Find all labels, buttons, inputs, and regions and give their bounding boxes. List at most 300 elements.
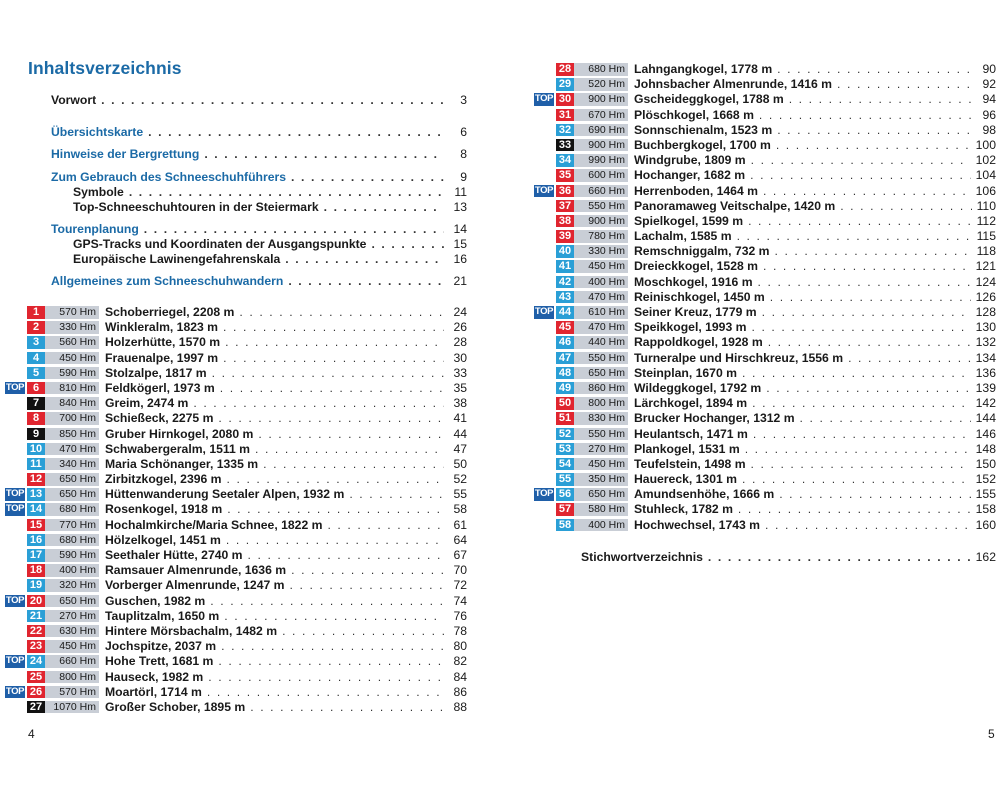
tour-row[interactable]: [5, 548, 467, 563]
tour-entry: [105, 563, 467, 578]
leader-dots: [349, 487, 444, 502]
tour-row[interactable]: [5, 396, 467, 411]
tour-name: Gscheideggkogel, 1788 m: [634, 92, 784, 107]
leader-dots: [288, 274, 444, 289]
tour-row[interactable]: [534, 518, 996, 533]
leader-dots: [239, 305, 444, 320]
tour-entry: [105, 396, 467, 411]
elevation-gain: 600 Hm: [574, 169, 628, 182]
tour-number-badge: 10: [27, 443, 45, 456]
tour-name: Maria Schönanger, 1335 m: [105, 456, 259, 471]
tour-name: Hintere Mörsbachalm, 1482 m: [105, 623, 278, 638]
tour-number-badge: 16: [27, 534, 45, 547]
tour-page: 152: [975, 472, 996, 487]
tour-number-badge: 36: [556, 185, 574, 198]
toc-entry[interactable]: [51, 200, 467, 215]
tour-entry: [105, 305, 467, 320]
tour-name: Feldkögerl, 1973 m: [105, 380, 215, 395]
tour-row[interactable]: [534, 396, 996, 411]
tour-row[interactable]: [534, 442, 996, 457]
tour-entry: [634, 199, 996, 214]
tour-page: 30: [453, 350, 467, 365]
tour-number-badge: 11: [27, 458, 45, 471]
elevation-gain: 650 Hm: [45, 473, 99, 486]
tour-row[interactable]: [534, 138, 996, 153]
leader-dots: [263, 457, 444, 472]
elevation-gain: 350 Hm: [574, 473, 628, 486]
tour-entry: [105, 472, 467, 487]
tour-page: 55: [453, 487, 467, 502]
tour-list-right: [534, 62, 996, 533]
tour-row[interactable]: [534, 168, 996, 183]
tour-name: Steinplan, 1670 m: [634, 365, 737, 380]
tour-entry: [105, 335, 467, 350]
leader-dots: [774, 244, 971, 259]
tour-row[interactable]: [534, 457, 996, 472]
tour-row[interactable]: [5, 487, 467, 502]
tour-entry: [634, 108, 996, 123]
tour-entry: [634, 381, 996, 396]
leader-dots: [770, 290, 971, 305]
leader-dots: [218, 654, 444, 669]
tour-row[interactable]: [534, 487, 996, 502]
tour-row[interactable]: [534, 199, 996, 214]
elevation-gain: 680 Hm: [45, 534, 99, 547]
leader-dots: [224, 609, 444, 624]
leader-dots: [762, 305, 971, 320]
elevation-gain: 570 Hm: [45, 686, 99, 699]
tour-number-badge: 50: [556, 397, 574, 410]
tour-row[interactable]: [534, 108, 996, 123]
tour-page: 90: [982, 62, 996, 76]
leader-dots: [250, 700, 444, 715]
tour-name: Zirbitzkogel, 2396 m: [105, 472, 222, 487]
tour-entry: [634, 518, 996, 533]
right-page: [500, 0, 1000, 800]
leader-dots: [708, 550, 971, 565]
tour-name: Hüttenwanderung Seetaler Alpen, 1932 m: [105, 487, 345, 502]
tour-row[interactable]: [534, 77, 996, 92]
tour-row[interactable]: [5, 381, 467, 396]
elevation-gain: 850 Hm: [45, 428, 99, 441]
tour-row[interactable]: [534, 472, 996, 487]
tour-number-badge: 9: [27, 428, 45, 441]
tour-number-badge: 19: [27, 579, 45, 592]
leader-dots: [768, 335, 971, 350]
elevation-gain: 470 Hm: [45, 443, 99, 456]
tour-page: 52: [453, 472, 467, 487]
tour-row[interactable]: [5, 578, 467, 593]
leader-dots: [101, 93, 444, 108]
tour-number-badge: 13: [27, 488, 45, 501]
tour-row[interactable]: [534, 366, 996, 381]
tour-name: Winkleralm, 1823 m: [105, 320, 219, 335]
elevation-gain: 860 Hm: [574, 382, 628, 395]
elevation-gain: 660 Hm: [45, 655, 99, 668]
tour-number-badge: 14: [27, 503, 45, 516]
tour-entry: [634, 427, 996, 442]
tour-name: Lahngangkogel, 1778 m: [634, 62, 773, 76]
tour-page: 33: [453, 365, 467, 380]
tour-number-badge: 49: [556, 382, 574, 395]
leader-dots: [752, 396, 971, 411]
tour-number-badge: 57: [556, 503, 574, 516]
tour-entry: [634, 472, 996, 487]
tour-number-badge: 30: [556, 93, 574, 106]
tour-name: Greim, 2474 m: [105, 396, 189, 411]
tour-row[interactable]: [534, 62, 996, 77]
tour-name: Reinischkogel, 1450 m: [634, 289, 765, 304]
tour-row[interactable]: [5, 609, 467, 624]
tour-entry: [105, 548, 467, 563]
tour-name: Ramsauer Almenrunde, 1636 m: [105, 563, 287, 578]
tour-page: 132: [975, 335, 996, 350]
tour-row[interactable]: [5, 639, 467, 654]
elevation-gain: 650 Hm: [574, 488, 628, 501]
tour-entry: [105, 533, 467, 548]
tour-row[interactable]: [534, 335, 996, 350]
toc-entry[interactable]: [51, 222, 467, 237]
tour-number-badge: 22: [27, 625, 45, 638]
tour-page: 115: [976, 229, 996, 244]
tour-number-badge: 6: [27, 382, 45, 395]
elevation-gain: 400 Hm: [574, 519, 628, 532]
tour-page: 38: [453, 396, 467, 411]
toc-entry-title: Top-Schneeschuhtouren in der Steiermark: [73, 200, 319, 214]
tour-page: 82: [453, 654, 467, 669]
elevation-gain: 700 Hm: [45, 412, 99, 425]
elevation-gain: 690 Hm: [574, 124, 628, 137]
tour-row[interactable]: [5, 624, 467, 639]
leader-dots: [742, 366, 971, 381]
tour-row[interactable]: [5, 533, 467, 548]
leader-dots: [837, 77, 973, 92]
toc-entry-title: Zum Gebrauch des Schneeschuhführers: [51, 170, 287, 184]
tour-row[interactable]: [5, 502, 467, 517]
leader-dots: [207, 685, 444, 700]
tour-number-badge: 7: [27, 397, 45, 410]
leader-dots: [751, 320, 970, 335]
toc-entry[interactable]: [51, 274, 467, 289]
tour-row[interactable]: [534, 502, 996, 517]
tour-row[interactable]: [5, 366, 467, 381]
tour-entry: [634, 229, 996, 244]
tour-row[interactable]: [534, 290, 996, 305]
toc-entry-title: Tourenplanung: [51, 222, 139, 236]
tour-entry: [634, 214, 996, 229]
toc-entry[interactable]: [51, 147, 467, 162]
tour-name: Plöschkogel, 1668 m: [634, 107, 754, 122]
tour-row[interactable]: [5, 335, 467, 350]
toc-entry-page: 11: [454, 185, 467, 199]
tour-row[interactable]: [534, 153, 996, 168]
tour-page: 78: [453, 623, 467, 638]
elevation-gain: 450 Hm: [574, 260, 628, 273]
tour-number-badge: 56: [556, 488, 574, 501]
leader-dots: [204, 147, 444, 162]
elevation-gain: 650 Hm: [45, 488, 99, 501]
tour-page: 44: [453, 426, 467, 441]
tour-page: 41: [453, 411, 467, 426]
tour-page: 86: [453, 684, 467, 699]
page-number-right: 5: [988, 727, 995, 741]
tour-page: 80: [453, 639, 467, 654]
leader-dots: [220, 381, 444, 396]
tour-page: 28: [453, 335, 467, 350]
tour-row[interactable]: [534, 92, 996, 107]
elevation-gain: 450 Hm: [45, 640, 99, 653]
tour-entry: [105, 624, 467, 639]
leader-dots: [779, 487, 970, 502]
tour-entry: [105, 427, 467, 442]
leader-dots: [226, 533, 444, 548]
toc-entry[interactable]: [51, 237, 467, 252]
tour-row[interactable]: [5, 457, 467, 472]
toc-entry-title: GPS-Tracks und Koordinaten der Ausgangspunkte: [73, 237, 367, 251]
tour-name: Rosenkogel, 1918 m: [105, 502, 223, 517]
tour-entry: [634, 442, 996, 457]
tour-name: Dreieckkogel, 1528 m: [634, 259, 758, 274]
tour-entry: [105, 685, 467, 700]
tour-name: Hohe Trett, 1681 m: [105, 654, 214, 669]
elevation-gain: 270 Hm: [45, 610, 99, 623]
leader-dots: [750, 168, 971, 183]
tour-entry: [634, 487, 996, 502]
tour-name: Herrenboden, 1464 m: [634, 183, 758, 198]
toc-entry-page: 15: [453, 237, 467, 251]
tour-number-badge: 4: [27, 352, 45, 365]
tour-number-badge: 42: [556, 276, 574, 289]
elevation-gain: 840 Hm: [45, 397, 99, 410]
leader-dots: [751, 153, 971, 168]
elevation-gain: 800 Hm: [45, 671, 99, 684]
elevation-gain: 450 Hm: [574, 458, 628, 471]
elevation-gain: 610 Hm: [574, 306, 628, 319]
elevation-gain: 590 Hm: [45, 549, 99, 562]
tour-name: Hauereck, 1301 m: [634, 472, 737, 487]
toc-entry[interactable]: [51, 125, 467, 140]
tour-number-badge: 44: [556, 306, 574, 319]
elevation-gain: 330 Hm: [45, 321, 99, 334]
tour-row[interactable]: [5, 654, 467, 669]
tour-row[interactable]: [534, 351, 996, 366]
tour-name: Frauenalpe, 1997 m: [105, 350, 219, 365]
tour-row[interactable]: [534, 214, 996, 229]
tour-page: 24: [453, 305, 467, 319]
tour-name: Hochwechsel, 1743 m: [634, 517, 760, 532]
tour-name: Hauseck, 1982 m: [105, 669, 204, 684]
tour-row[interactable]: [534, 427, 996, 442]
leader-dots: [763, 259, 971, 274]
tour-page: 155: [975, 487, 996, 502]
tour-entry: [634, 92, 996, 107]
tour-entry: [105, 381, 467, 396]
tour-entry: [634, 335, 996, 350]
leader-dots: [193, 396, 444, 411]
leader-dots: [753, 427, 971, 442]
tour-entry: [634, 62, 996, 77]
tour-entry: [634, 366, 996, 381]
elevation-gain: 800 Hm: [574, 397, 628, 410]
tour-number-badge: 20: [27, 595, 45, 608]
tour-row[interactable]: [534, 275, 996, 290]
tour-entry: [634, 138, 996, 153]
elevation-gain: 550 Hm: [574, 352, 628, 365]
leader-dots: [248, 548, 444, 563]
top-tour-badge: TOP: [5, 503, 25, 515]
elevation-gain: 340 Hm: [45, 458, 99, 471]
tour-number-badge: 55: [556, 473, 574, 486]
tour-entry: [634, 411, 996, 426]
tour-page: 124: [975, 274, 996, 289]
tour-number-badge: 41: [556, 260, 574, 273]
toc-entry[interactable]: [51, 170, 467, 185]
tour-row[interactable]: [5, 518, 467, 533]
tour-row[interactable]: [5, 594, 467, 609]
tour-row[interactable]: [534, 259, 996, 274]
leader-dots: [212, 366, 444, 381]
tour-entry: [634, 184, 996, 199]
tour-row[interactable]: [534, 123, 996, 138]
tour-row[interactable]: [5, 472, 467, 487]
tour-row[interactable]: [5, 563, 467, 578]
leader-dots: [144, 222, 444, 237]
tour-page: 92: [982, 77, 996, 92]
tour-page: 74: [453, 593, 467, 608]
tour-row[interactable]: [5, 320, 467, 335]
tour-row[interactable]: [534, 184, 996, 199]
tour-row[interactable]: [5, 442, 467, 457]
tour-page: 50: [453, 456, 467, 471]
tour-number-badge: 46: [556, 336, 574, 349]
leader-dots: [129, 185, 444, 200]
tour-number-badge: 23: [27, 640, 45, 653]
tour-number-badge: 28: [556, 63, 574, 76]
tour-name: Holzerhütte, 1570 m: [105, 335, 221, 350]
tour-row[interactable]: [534, 381, 996, 396]
tour-entry: [634, 320, 996, 335]
elevation-gain: 590 Hm: [45, 367, 99, 380]
elevation-gain: 660 Hm: [574, 185, 628, 198]
toc-entry[interactable]: [51, 185, 467, 200]
tour-page: 67: [453, 548, 467, 562]
tour-row[interactable]: [5, 427, 467, 442]
tour-number-badge: 18: [27, 564, 45, 577]
elevation-gain: 520 Hm: [574, 78, 628, 91]
tour-name: Amundsenhöhe, 1666 m: [634, 487, 775, 502]
tour-number-badge: 12: [27, 473, 45, 486]
tour-name: Lachalm, 1585 m: [634, 229, 732, 244]
tour-page: 35: [453, 380, 467, 395]
leader-dots: [291, 563, 444, 578]
leader-dots: [766, 381, 970, 396]
leader-dots: [218, 411, 444, 426]
tour-number-badge: 37: [556, 200, 574, 213]
tour-row[interactable]: [534, 411, 996, 426]
tour-page: 26: [453, 320, 467, 335]
tour-name: Remschniggalm, 732 m: [634, 244, 770, 259]
tour-row[interactable]: [534, 244, 996, 259]
tour-entry: [105, 320, 467, 335]
tour-number-badge: 5: [27, 367, 45, 380]
tour-page: 110: [976, 198, 996, 213]
tour-row[interactable]: [5, 351, 467, 366]
toc-entry-title: Übersichtskarte: [51, 125, 144, 139]
tour-number-badge: 54: [556, 458, 574, 471]
leader-dots: [763, 184, 971, 199]
tour-page: 61: [453, 517, 467, 532]
tour-entry: [634, 305, 996, 320]
tour-name: Lärchkogel, 1894 m: [634, 396, 748, 411]
tour-number-badge: 8: [27, 412, 45, 425]
index-entry-page: 162: [975, 550, 996, 564]
page-title: Inhaltsverzeichnis: [28, 58, 182, 78]
leader-dots: [745, 442, 971, 457]
leader-dots: [737, 229, 972, 244]
tour-entry: [634, 396, 996, 411]
leader-dots: [258, 427, 444, 442]
tour-number-badge: 15: [27, 519, 45, 532]
tour-name: Gruber Hirnkogel, 2080 m: [105, 426, 254, 441]
toc-entry-page: 9: [460, 170, 467, 184]
tour-row[interactable]: [534, 320, 996, 335]
tour-page: 72: [453, 578, 467, 593]
tour-number-badge: 53: [556, 443, 574, 456]
tour-name: Johnsbacher Almenrunde, 1416 m: [634, 77, 832, 92]
tour-entry: [634, 77, 996, 92]
tour-row[interactable]: [534, 305, 996, 320]
tour-name: Speikkogel, 1993 m: [634, 320, 747, 335]
tour-entry: [634, 275, 996, 290]
tour-page: 142: [975, 396, 996, 411]
tour-page: 130: [975, 320, 996, 335]
leader-dots: [223, 320, 444, 335]
leader-dots: [221, 639, 444, 654]
elevation-gain: 630 Hm: [45, 625, 99, 638]
tour-row[interactable]: [5, 700, 467, 715]
tour-entry: [105, 351, 467, 366]
tour-row[interactable]: [534, 229, 996, 244]
leader-dots: [777, 123, 973, 138]
top-tour-badge: TOP: [534, 184, 554, 196]
index-entry[interactable]: [581, 550, 996, 565]
toc-entry-title: Symbole: [73, 185, 124, 199]
toc-entry[interactable]: [51, 93, 467, 108]
toc-entry[interactable]: [51, 252, 467, 267]
leader-dots: [738, 502, 971, 517]
tour-page: 150: [975, 456, 996, 471]
tour-entry: [634, 502, 996, 517]
tour-number-badge: 58: [556, 519, 574, 532]
tour-page: 70: [453, 563, 467, 578]
tour-row[interactable]: [5, 411, 467, 426]
leader-dots: [255, 442, 444, 457]
tour-name: Seethaler Hütte, 2740 m: [105, 548, 243, 562]
tour-number-badge: 3: [27, 336, 45, 349]
toc-entry-title: Vorwort: [51, 93, 97, 107]
tour-row[interactable]: [5, 685, 467, 700]
tour-page: 158: [975, 502, 996, 517]
leader-dots: [210, 594, 444, 609]
leader-dots: [227, 502, 444, 517]
elevation-gain: 330 Hm: [574, 245, 628, 258]
tour-entry: [105, 502, 467, 517]
tour-row[interactable]: [5, 305, 467, 320]
elevation-gain: 680 Hm: [574, 63, 628, 76]
tour-entry: [105, 654, 467, 669]
elevation-gain: 550 Hm: [574, 428, 628, 441]
tour-row[interactable]: [5, 670, 467, 685]
